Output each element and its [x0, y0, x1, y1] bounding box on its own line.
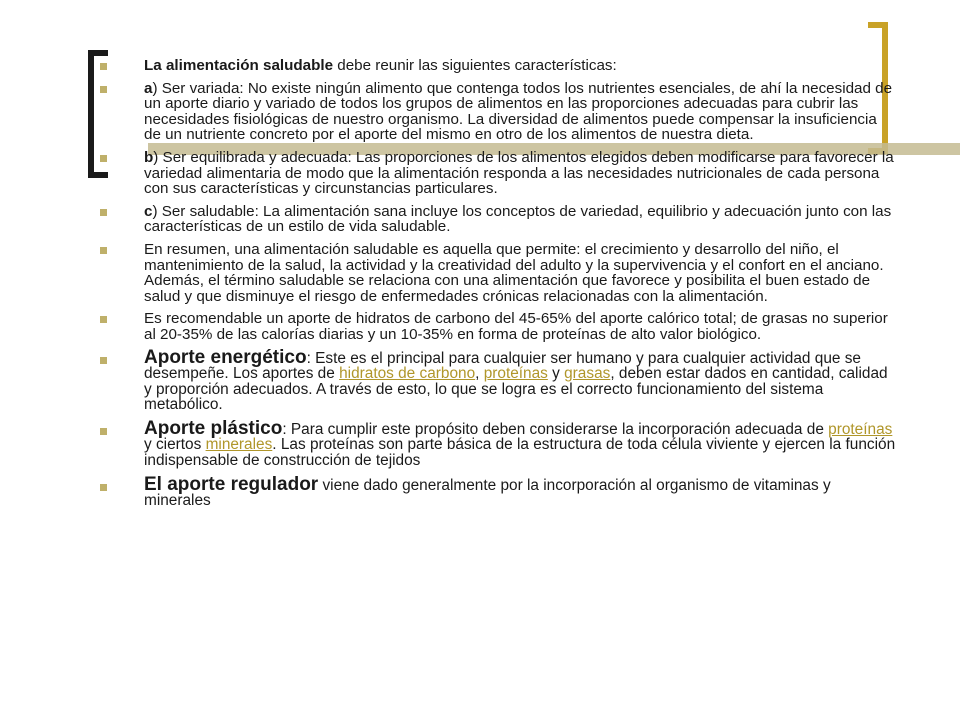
item-text: ,: [475, 365, 484, 383]
list-item: [96, 204, 896, 235]
item-text: ) Ser equilibrada y adecuada: Las proporciones de los alimentos elegidos deben modificarse para favorecer la variedad alimentaria de modo que la alimentación responda a las necesidades nutricionales de cada persona con sus características y circunstancias particulares.: [144, 148, 894, 198]
list-item: [96, 311, 896, 342]
list-item: [96, 81, 896, 143]
item-letter: b: [144, 148, 154, 166]
item-letter: c: [144, 202, 153, 220]
square-bullet-icon: [100, 428, 107, 435]
square-bullet-icon: [100, 63, 107, 70]
item-keyword: Aporte energético: [144, 346, 307, 368]
item-text: y: [547, 365, 565, 383]
item-text: ) Ser variada: No existe ningún alimento que contenga todos los nutrientes esenciales, de ahí la necesidad de un aporte diario y variado de todos los grupos de alimentos en las proporciones adecuadas para cubrir las necesidades fisiológicas de nuestro organismo. La diversidad de alimentos puede compensar la insuficiencia de un nutriente concreto por el aporte del mismo en otro de los alimentos de nuestra dieta.: [144, 79, 893, 144]
bullet-list: [96, 58, 896, 517]
square-bullet-icon: [100, 209, 107, 216]
item-letter: a: [144, 79, 153, 97]
item-text: ) Ser saludable: La alimentación sana incluye los conceptos de variedad, equilibrio y adecuación junto con las características de un estilo de vida saludable.: [144, 202, 892, 236]
item-text: : Para cumplir este propósito deben considerarse la incorporación adecuada de: [282, 420, 829, 438]
link-minerales[interactable]: minerales: [205, 436, 273, 454]
square-bullet-icon: [100, 247, 107, 254]
square-bullet-icon: [100, 316, 107, 323]
item-text: En resumen, una alimentación saludable es aquella que permite: el crecimiento y desarrollo del niño, el mantenimiento de la salud, la actividad y la creatividad del adulto y la supervivencia y el confort en el anciano. Además, el término saludable se relaciona con una alimentación que favorece y posibilita el buen estado de salud y que disminuye el riesgo de enfermedades crónicas relacionadas con la alimentación.: [144, 240, 884, 305]
item-text: debe reunir las siguientes características:: [333, 57, 617, 74]
list-item: [96, 58, 896, 74]
item-keyword: Aporte plástico: [144, 417, 283, 439]
list-item: [96, 150, 896, 197]
item-heading: La alimentación saludable: [144, 57, 334, 74]
link-proteinas[interactable]: proteínas: [483, 365, 548, 383]
list-item: [96, 346, 896, 414]
link-hidratos-de-carbono[interactable]: hidratos de carbono: [339, 365, 476, 383]
square-bullet-icon: [100, 155, 107, 162]
item-text: . Las proteínas son parte básica de la estructura de toda célula viviente y ejercen la función indispensable de construcción de tejidos: [144, 436, 896, 470]
square-bullet-icon: [100, 357, 107, 364]
link-proteinas[interactable]: proteínas: [828, 420, 893, 438]
list-item: [96, 473, 896, 510]
item-text: viene dado generalmente por la incorporación al organismo de vitaminas y minerales: [144, 476, 831, 510]
item-keyword: El aporte regulador: [144, 473, 319, 495]
square-bullet-icon: [100, 484, 107, 491]
list-item: [96, 242, 896, 304]
item-text: Es recomendable un aporte de hidratos de carbono del 45-65% del aporte calórico total; de grasas no superior al 20-35% de las calorías diarias y un 10-35% en forma de proteínas de alto valor biológico.: [144, 310, 888, 343]
link-grasas[interactable]: grasas: [564, 365, 611, 383]
item-text: : Este es el principal para cualquier ser humano y para cualquier actividad que se desempeñe. Los aportes de: [144, 349, 861, 383]
item-text: y ciertos: [144, 436, 206, 454]
list-item: [96, 417, 896, 470]
item-text: , deben estar dados en cantidad, calidad y proporción adecuados. A través de esto, lo que se logra es el correcto funcionamiento del sistema metabólico.: [144, 365, 888, 414]
square-bullet-icon: [100, 86, 107, 93]
